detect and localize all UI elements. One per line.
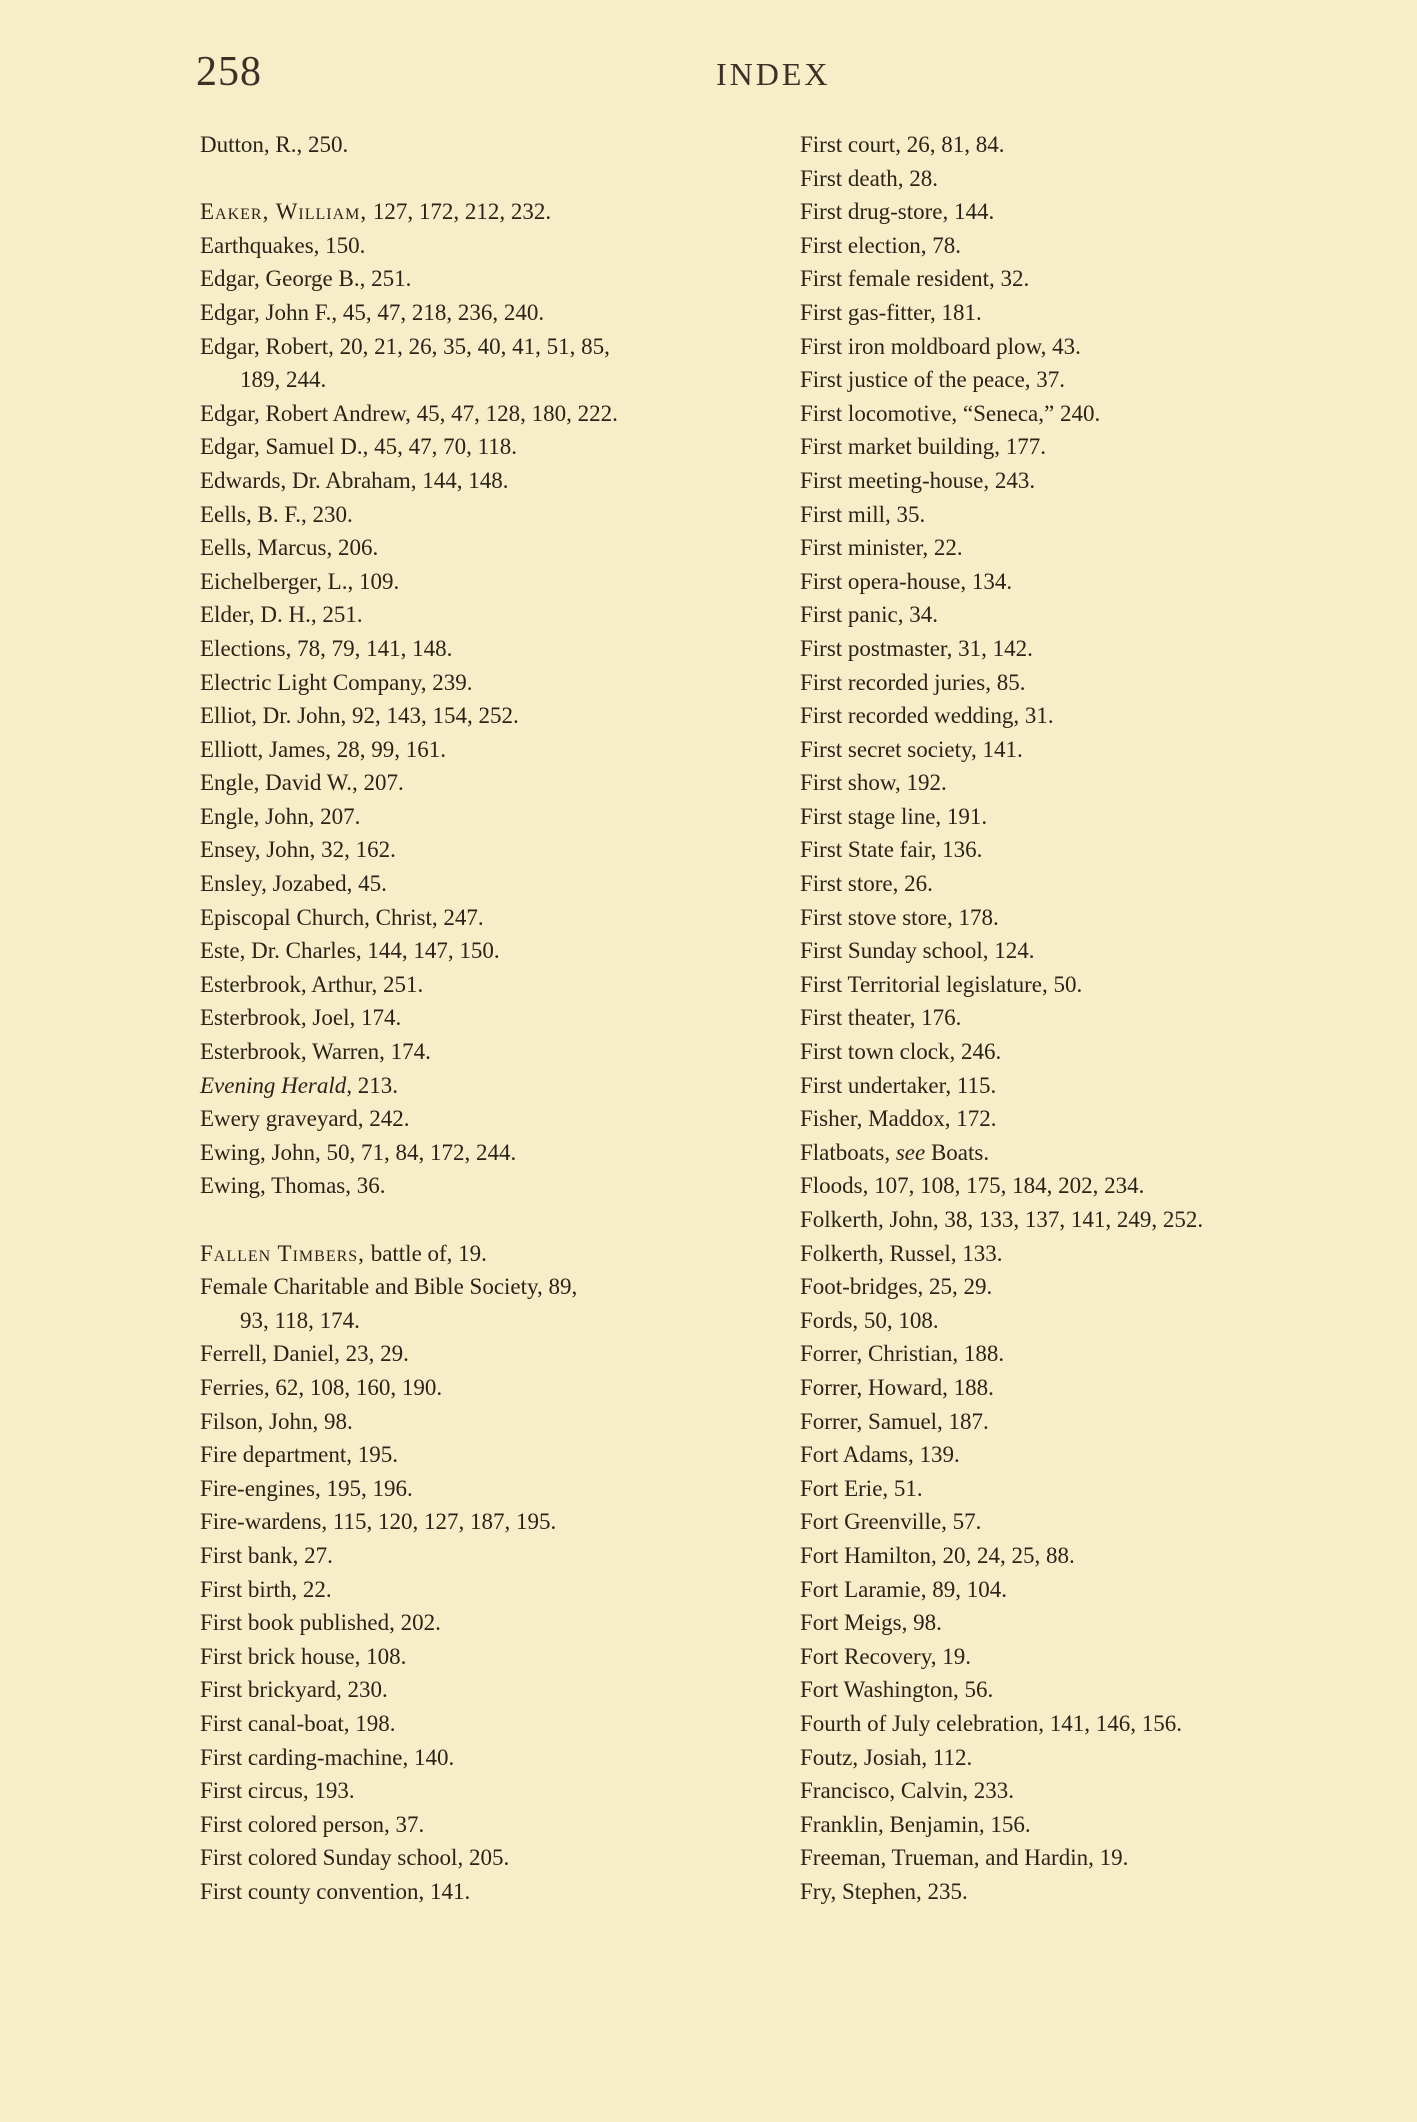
page-number: 258: [196, 49, 262, 95]
index-entry: [800, 1640, 1390, 1674]
index-entry-text: Eells, Marcus, 206.: [200, 535, 379, 561]
index-entry: [800, 1237, 1390, 1271]
index-entry: [200, 1169, 760, 1203]
index-entry: [200, 1102, 760, 1136]
index-entry: [800, 1808, 1390, 1842]
index-entry: [800, 1505, 1390, 1539]
index-entry-text: Ferries, 62, 108, 160, 190.: [200, 1374, 443, 1400]
index-entry-text: Elliot, Dr. John, 92, 143, 154, 252.: [200, 703, 519, 729]
index-entry-text: Fort Laramie, 89, 104.: [800, 1576, 1007, 1602]
index-entry-text: First colored person, 37.: [200, 1811, 425, 1837]
index-entry-text: Fire department, 195.: [200, 1442, 399, 1468]
index-entry-text: First county convention, 141.: [200, 1878, 471, 1904]
index-entry-text: First Sunday school, 124.: [800, 938, 1035, 964]
index-entry-text: First birth, 22.: [200, 1576, 332, 1602]
section-gap: [200, 162, 760, 196]
index-entry: [200, 195, 760, 229]
index-entry: [800, 1741, 1390, 1775]
index-entry-text: Fort Washington, 56.: [800, 1677, 994, 1703]
index-entry: [800, 666, 1390, 700]
index-entry-heading: Eaker, William,: [200, 199, 368, 225]
index-entry: [800, 1069, 1390, 1103]
running-head: INDEX: [716, 56, 831, 92]
index-entry-text: Forrer, Howard, 188.: [800, 1374, 994, 1400]
index-entry-text: First Territorial legislature, 50.: [800, 971, 1083, 997]
index-entry-text: Folkerth, John, 38, 133, 137, 141, 249, 252.: [800, 1207, 1204, 1232]
index-entry: [200, 1774, 760, 1808]
index-entry: [200, 1438, 760, 1472]
index-entry-text: First panic, 34.: [800, 602, 938, 628]
index-entry: [200, 833, 760, 867]
index-entry-heading: Fallen Timbers,: [200, 1240, 365, 1266]
index-entry: [200, 430, 760, 464]
index-entry-text: First store, 26.: [800, 871, 933, 897]
index-entry: [200, 934, 760, 968]
index-entry: [800, 531, 1390, 565]
index-entry-text: Elder, D. H., 251.: [200, 602, 363, 628]
index-entry: [200, 632, 760, 666]
index-entry-text: Ferrell, Daniel, 23, 29.: [200, 1341, 409, 1367]
index-entry-text: Franklin, Benjamin, 156.: [800, 1811, 1031, 1837]
index-entry-text: First minister, 22.: [800, 535, 963, 561]
index-entry: [200, 1539, 760, 1573]
index-entry-text: Ewing, John, 50, 71, 84, 172, 244.: [200, 1139, 517, 1165]
index-entry: [800, 934, 1390, 968]
index-entry: [200, 397, 760, 431]
index-entry: [200, 598, 760, 632]
index-entry-heading: Evening Herald,: [200, 1072, 353, 1098]
index-entry: [800, 901, 1390, 935]
index-entry: [800, 766, 1390, 800]
index-entry-text: First recorded juries, 85.: [800, 669, 1026, 695]
index-column-left: [200, 128, 760, 1908]
index-entry-text: First stage line, 191.: [800, 803, 988, 829]
index-entry-text: Edgar, Robert Andrew, 45, 47, 128, 180, 222.: [200, 400, 618, 426]
index-entry-text: Esterbrook, Joel, 174.: [200, 1005, 402, 1031]
index-entry: [200, 1371, 760, 1405]
index-entry: [800, 1472, 1390, 1506]
index-entry-text: Ensey, John, 32, 162.: [200, 837, 396, 863]
index-entry-text: First circus, 193.: [200, 1778, 355, 1804]
index-entry: [200, 901, 760, 935]
index-entry: [200, 968, 760, 1002]
index-entry: [200, 1573, 760, 1607]
index-entry: [200, 1875, 760, 1909]
index-entry-text: Electric Light Company, 239.: [200, 669, 473, 695]
index-entry-pages: 213.: [352, 1072, 399, 1098]
index-entry: [200, 1337, 760, 1371]
index-entry: [800, 1707, 1390, 1741]
index-entry-text: Engle, John, 207.: [200, 803, 361, 829]
index-entry: [200, 1673, 760, 1707]
index-entry: [200, 766, 760, 800]
index-column-right: [800, 128, 1390, 1908]
index-entry-text: First brickyard, 230.: [200, 1677, 388, 1703]
index-entry-text: [200, 199, 551, 224]
index-entry-text: First gas-fitter, 181.: [800, 299, 982, 325]
index-entry: [200, 1505, 760, 1539]
index-entry: [200, 699, 760, 733]
index-entry-text: First justice of the peace, 37.: [800, 367, 1066, 393]
index-entry: [800, 1673, 1390, 1707]
index-entry: [800, 1203, 1390, 1237]
index-entry-text: Engle, David W., 207.: [200, 770, 404, 796]
index-entry-text: [200, 1073, 398, 1098]
index-entry-text: First drug-store, 144.: [800, 199, 995, 225]
index-entry-text: Filson, John, 98.: [200, 1408, 353, 1434]
index-entry-text: First bank, 27.: [200, 1542, 333, 1568]
index-entry: [200, 330, 760, 397]
index-entry: [800, 1606, 1390, 1640]
index-entry-text: Fisher, Maddox, 172.: [800, 1106, 997, 1132]
index-entry-text: Ensley, Jozabed, 45.: [200, 871, 387, 897]
index-entry-text: Edgar, Samuel D., 45, 47, 70, 118.: [200, 434, 517, 460]
index-entry: [800, 296, 1390, 330]
index-entry-text: Edwards, Dr. Abraham, 144, 148.: [200, 467, 509, 493]
index-entry: [800, 632, 1390, 666]
index-entry: [200, 1405, 760, 1439]
index-entry: [200, 128, 760, 162]
index-entry-text: First meeting-house, 243.: [800, 467, 1036, 493]
index-entry: [200, 1741, 760, 1775]
index-entry-text: First recorded wedding, 31.: [800, 703, 1054, 729]
index-entry: [800, 968, 1390, 1002]
index-entry-text: First show, 192.: [800, 770, 947, 796]
index-entry: [800, 464, 1390, 498]
index-entry-text: Eichelberger, L., 109.: [200, 568, 400, 594]
index-entry-text: Episcopal Church, Christ, 247.: [200, 904, 484, 930]
index-entry: [800, 867, 1390, 901]
index-entry: [200, 666, 760, 700]
index-entry: [200, 1136, 760, 1170]
index-entry: [200, 296, 760, 330]
index-entry-text: First colored Sunday school, 205.: [200, 1845, 510, 1871]
index-entry: [800, 229, 1390, 263]
index-entry-text: First iron moldboard plow, 43.: [800, 333, 1081, 359]
index-entry: [200, 867, 760, 901]
index-entry: [200, 229, 760, 263]
index-entry: [800, 598, 1390, 632]
index-entry-text: Fire-engines, 195, 196.: [200, 1475, 413, 1501]
index-entry-text: First carding-machine, 140.: [200, 1744, 455, 1770]
index-entry-text: Forrer, Samuel, 187.: [800, 1408, 989, 1434]
index-entry-text: Fire-wardens, 115, 120, 127, 187, 195.: [200, 1509, 557, 1535]
index-entry: [200, 1237, 760, 1271]
index-entry: [800, 363, 1390, 397]
index-entry-text: Esterbrook, Arthur, 251.: [200, 971, 424, 997]
index-entry-text: Ewery graveyard, 242.: [200, 1106, 410, 1132]
section-gap: [200, 1203, 760, 1237]
index-entry: [800, 1371, 1390, 1405]
index-entry-text: Elliott, James, 28, 99, 161.: [200, 736, 446, 762]
index-entry: [800, 1136, 1390, 1170]
index-entry: [200, 1035, 760, 1069]
index-entry: [800, 1405, 1390, 1439]
index-entry: [200, 733, 760, 767]
index-entry: [200, 262, 760, 296]
index-entry: [800, 1573, 1390, 1607]
index-entry-text: First opera-house, 134.: [800, 568, 1013, 594]
index-entry-text: First town clock, 246.: [800, 1039, 1002, 1065]
index-entry: [200, 565, 760, 599]
index-entry-text: Ewing, Thomas, 36.: [200, 1173, 386, 1199]
index-entry-text: Dutton, R., 250.: [200, 132, 349, 157]
index-entry-text: Folkerth, Russel, 133.: [800, 1240, 1003, 1266]
index-entry-text: Freeman, Trueman, and Hardin, 19.: [800, 1845, 1129, 1871]
index-entry-text: Fort Adams, 139.: [800, 1442, 960, 1468]
index-entry-text: First brick house, 108.: [200, 1643, 407, 1669]
index-entry-text: Earthquakes, 150.: [200, 232, 366, 258]
index-entry: [800, 430, 1390, 464]
index-entry-text: Fords, 50, 108.: [800, 1307, 939, 1333]
index-entry-text: Eells, B. F., 230.: [200, 501, 353, 527]
index-entry-text: First secret society, 141.: [800, 736, 1023, 762]
index-entry-text: First election, 78.: [800, 232, 961, 258]
index-entry-text: Este, Dr. Charles, 144, 147, 150.: [200, 938, 500, 964]
index-entry-text: First female resident, 32.: [800, 266, 1030, 292]
index-entry: [200, 1841, 760, 1875]
index-entry-text: Francisco, Calvin, 233.: [800, 1778, 1014, 1804]
index-entry-text: Fry, Stephen, 235.: [800, 1878, 968, 1904]
index-entry: [200, 464, 760, 498]
index-entry-text: Edgar, John F., 45, 47, 218, 236, 240.: [200, 299, 545, 325]
index-entry: [200, 1808, 760, 1842]
index-entry-pages: 127, 172, 212, 232.: [367, 199, 552, 225]
index-entry-text: First State fair, 136.: [800, 837, 983, 863]
index-entry-text: First locomotive, “Seneca,” 240.: [800, 400, 1101, 426]
index-entry: [800, 128, 1390, 162]
index-entry: [200, 531, 760, 565]
index-entry: [800, 262, 1390, 296]
index-entry: [800, 498, 1390, 532]
index-entry: [800, 397, 1390, 431]
index-entry: [800, 1438, 1390, 1472]
index-entry: [800, 1001, 1390, 1035]
index-entry-text: First court, 26, 81, 84.: [800, 132, 1005, 157]
index-entry: [200, 1472, 760, 1506]
index-entry-text: Foutz, Josiah, 112.: [800, 1744, 973, 1770]
index-entry: [200, 800, 760, 834]
index-entry-pages: battle of, 19.: [364, 1240, 487, 1266]
index-entry: [800, 1035, 1390, 1069]
index-entry-text: Female Charitable and Bible Society, 89,: [200, 1274, 578, 1300]
index-entry-text: First death, 28.: [800, 165, 938, 191]
index-entry: [800, 1774, 1390, 1808]
index-entry: [800, 565, 1390, 599]
index-entry: [200, 1640, 760, 1674]
index-entry-text: [200, 1241, 487, 1266]
index-entry-continuation: 93, 118, 174.: [240, 1307, 360, 1333]
index-entry-text: First stove store, 178.: [800, 904, 999, 930]
index-entry: [800, 162, 1390, 196]
index-entry: [800, 833, 1390, 867]
index-entry-text: Fort Hamilton, 20, 24, 25, 88.: [800, 1542, 1075, 1568]
index-entry: [800, 1102, 1390, 1136]
index-entry: [800, 1841, 1390, 1875]
index-entry: [200, 1270, 760, 1337]
index-entry-text: Fourth of July celebration, 141, 146, 156.: [800, 1710, 1183, 1736]
index-entry: [800, 699, 1390, 733]
index-entry: [200, 1001, 760, 1035]
index-entry-text: Floods, 107, 108, 175, 184, 202, 234.: [800, 1173, 1145, 1199]
index-entry-text: First postmaster, 31, 142.: [800, 635, 1033, 661]
index-entry-text: Fort Meigs, 98.: [800, 1610, 942, 1636]
index-entry: [800, 1169, 1390, 1203]
index-entry-text: Fort Recovery, 19.: [800, 1643, 971, 1669]
index-entry-text: First mill, 35.: [800, 501, 926, 527]
index-entry: [800, 330, 1390, 364]
index-entry: [800, 800, 1390, 834]
index-entry: [200, 1069, 760, 1103]
index-entry-text: Fort Greenville, 57.: [800, 1509, 982, 1535]
index-entry: [800, 1270, 1390, 1304]
index-entry-text: Elections, 78, 79, 141, 148.: [200, 635, 453, 661]
see-reference: see: [895, 1139, 926, 1165]
index-entry: [800, 1337, 1390, 1371]
index-entry-text: Edgar, George B., 251.: [200, 266, 412, 292]
index-entry: [800, 1875, 1390, 1909]
index-entry-text: Esterbrook, Warren, 174.: [200, 1039, 431, 1065]
index-entry: [200, 498, 760, 532]
index-entry-text: First canal-boat, 198.: [200, 1710, 396, 1736]
index-entry-text: Fort Erie, 51.: [800, 1475, 923, 1501]
index-entry-text: First theater, 176.: [800, 1005, 962, 1031]
index-entry-continuation: 189, 244.: [240, 367, 327, 393]
index-entry: [800, 733, 1390, 767]
index-entry-text: Foot-bridges, 25, 29.: [800, 1274, 993, 1300]
index-entry: [800, 1304, 1390, 1338]
index-entry-text: Edgar, Robert, 20, 21, 26, 35, 40, 41, 51, 85,: [200, 333, 610, 359]
index-entry-text: First book published, 202.: [200, 1610, 441, 1636]
index-entry-text: Forrer, Christian, 188.: [800, 1341, 1005, 1367]
index-entry-text: First market building, 177.: [800, 434, 1046, 460]
index-entry: [800, 1539, 1390, 1573]
index-entry: [200, 1707, 760, 1741]
index-entry-text: First undertaker, 115.: [800, 1072, 997, 1098]
index-entry: [800, 195, 1390, 229]
index-entry-text: Flatboats, see Boats.: [800, 1139, 990, 1165]
index-entry: [200, 1606, 760, 1640]
